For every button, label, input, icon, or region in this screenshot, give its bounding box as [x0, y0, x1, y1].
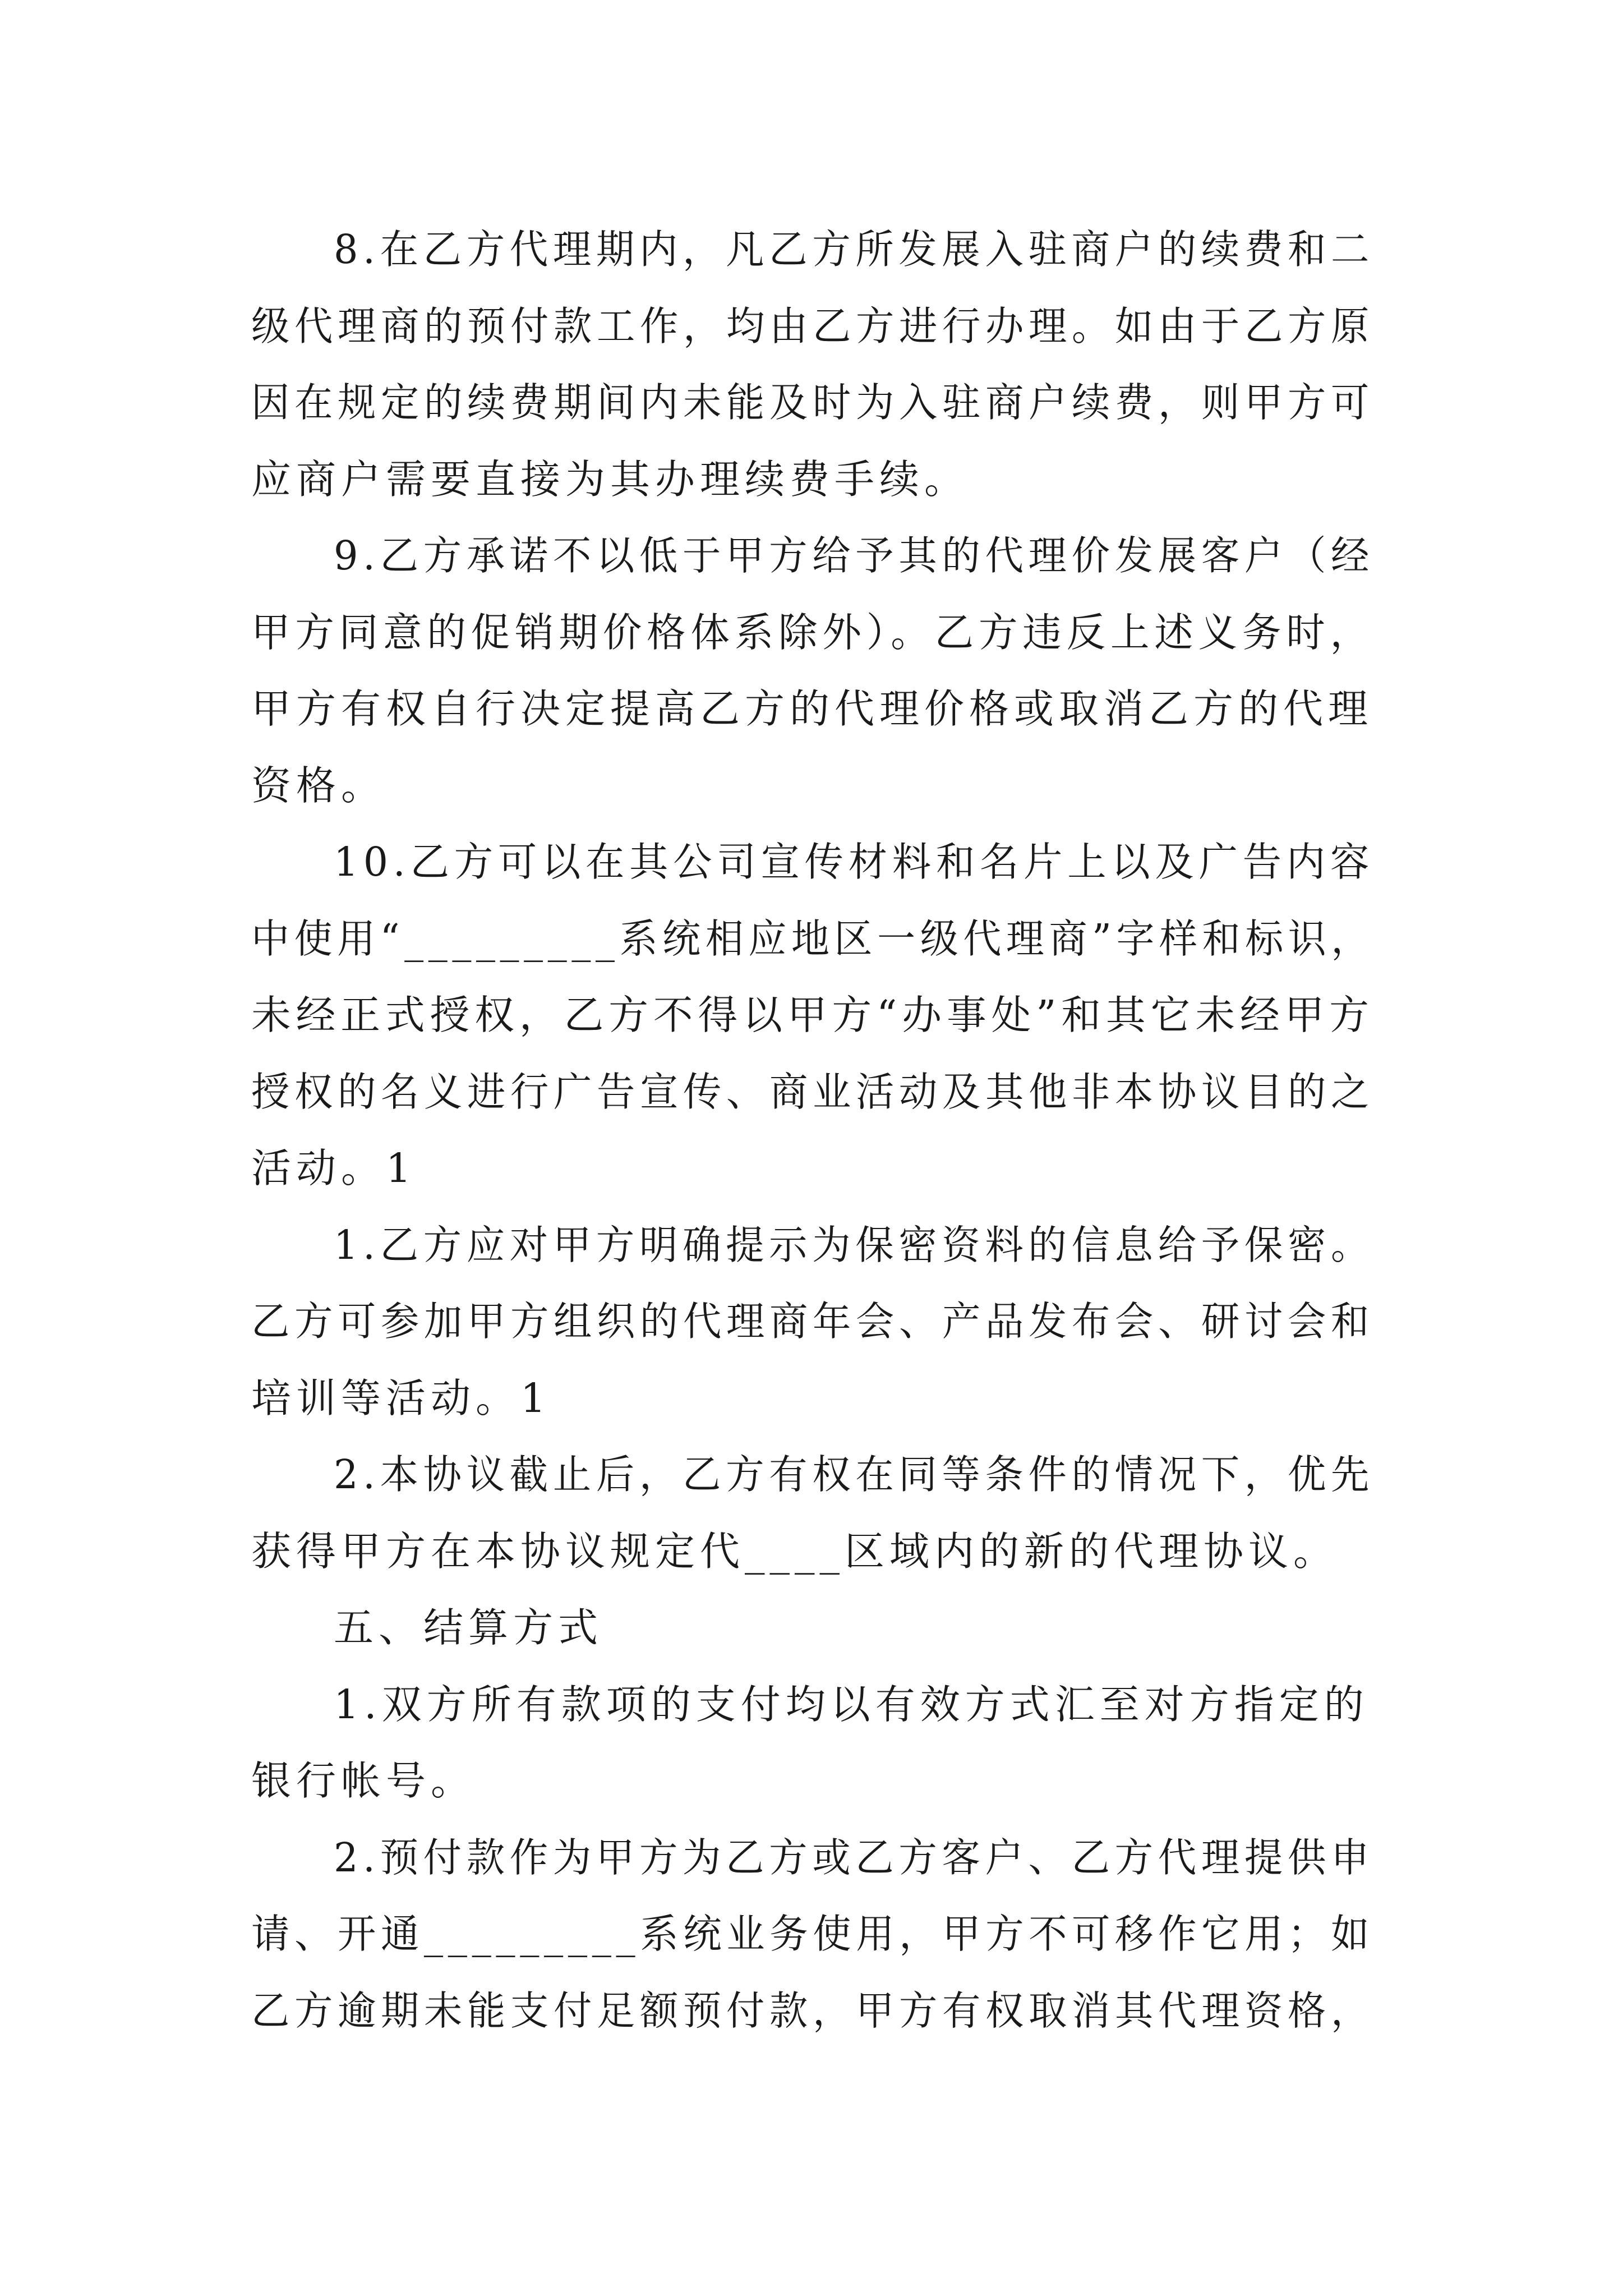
text-line-content: 活动。1 [251, 1145, 417, 1191]
text-line [251, 1126, 416, 1211]
text-line [334, 1663, 1369, 1747]
text-line-content: 乙方可参加甲方组织的代理商年会、产品发布会、研讨会和 [251, 1298, 1375, 1345]
text-line-content: 授权的名义进行广告宣传、商业活动及其他非本协议目的之 [251, 1068, 1375, 1115]
text-line [334, 820, 1399, 904]
text-line-content: 1.乙方应对甲方明确提示为保密资料的信息给予保密。 [334, 1221, 1375, 1268]
text-line-content: 9.乙方承诺不以低于甲方给予其的代理价发展客户（经 [334, 532, 1375, 579]
text-line [251, 1356, 551, 1441]
text-line [251, 284, 1418, 369]
text-line [251, 1739, 476, 1823]
text-line [251, 1969, 1418, 2053]
text-line [251, 973, 1379, 1057]
text-line-content: 乙方逾期未能支付足额预付款，甲方有权取消其代理资格， [251, 1987, 1375, 2034]
text-line-content: 10.乙方可以在其公司宣传材料和名片上以及广告内容 [334, 839, 1375, 885]
text-line-content: 培训等活动。1 [251, 1374, 551, 1421]
text-line [251, 1892, 1418, 1976]
text-line [251, 591, 1398, 675]
text-line-content: 五、结算方式 [334, 1604, 603, 1651]
text-line-content: 甲方同意的促销期价格体系除外）。乙方违反上述义务时， [251, 609, 1374, 656]
text-line [251, 438, 969, 522]
text-line [251, 361, 1418, 445]
text-line [251, 897, 1424, 981]
text-line-content: 1.双方所有款项的支付均以有效方式汇至对方指定的 [334, 1681, 1369, 1728]
text-line [334, 1433, 1414, 1517]
text-line [251, 667, 1373, 751]
text-line [251, 1280, 1418, 1364]
text-line [334, 1816, 1414, 1900]
text-line [334, 1203, 1414, 1287]
text-line [334, 208, 1414, 292]
text-line [334, 514, 1414, 598]
text-line-content: 银行帐号。 [251, 1757, 476, 1804]
text-line-content: 8.在乙方代理期内，凡乙方所发展入驻商户的续费和二 [334, 226, 1375, 273]
text-line-content: 2.本协议截止后，乙方有权在同等条件的情况下，优先 [334, 1451, 1375, 1498]
text-line-content: 请、开通_________系统业务使用，甲方不可移作它用；如 [251, 1911, 1375, 1957]
text-line-content: 获得甲方在本协议规定代____区域内的新的代理协议。 [251, 1527, 1339, 1575]
text-line-content: 未经正式授权，乙方不得以甲方“办事处”和其它未经甲方 [251, 992, 1374, 1038]
text-line-content: 因在规定的续费期间内未能及时为入驻商户续费，则甲方可 [251, 379, 1375, 426]
text-line-content: 2.预付款作为甲方为乙方或乙方客户、乙方代理提供申 [334, 1834, 1375, 1881]
text-line [251, 1510, 1338, 1594]
text-line [334, 1586, 603, 1670]
text-line-content: 中使用“_________系统相应地区一级代理商”字样和标识， [251, 915, 1375, 962]
text-line-content: 甲方有权自行决定提高乙方的代理价格或取消乙方的代理 [251, 685, 1373, 732]
text-line [251, 1050, 1418, 1134]
text-line-content: 级代理商的预付款工作，均由乙方进行办理。如由于乙方原 [251, 302, 1375, 349]
text-line-content: 资格。 [251, 762, 386, 809]
text-line [251, 744, 386, 828]
text-line-content: 应商户需要直接为其办理续费手续。 [251, 455, 970, 503]
